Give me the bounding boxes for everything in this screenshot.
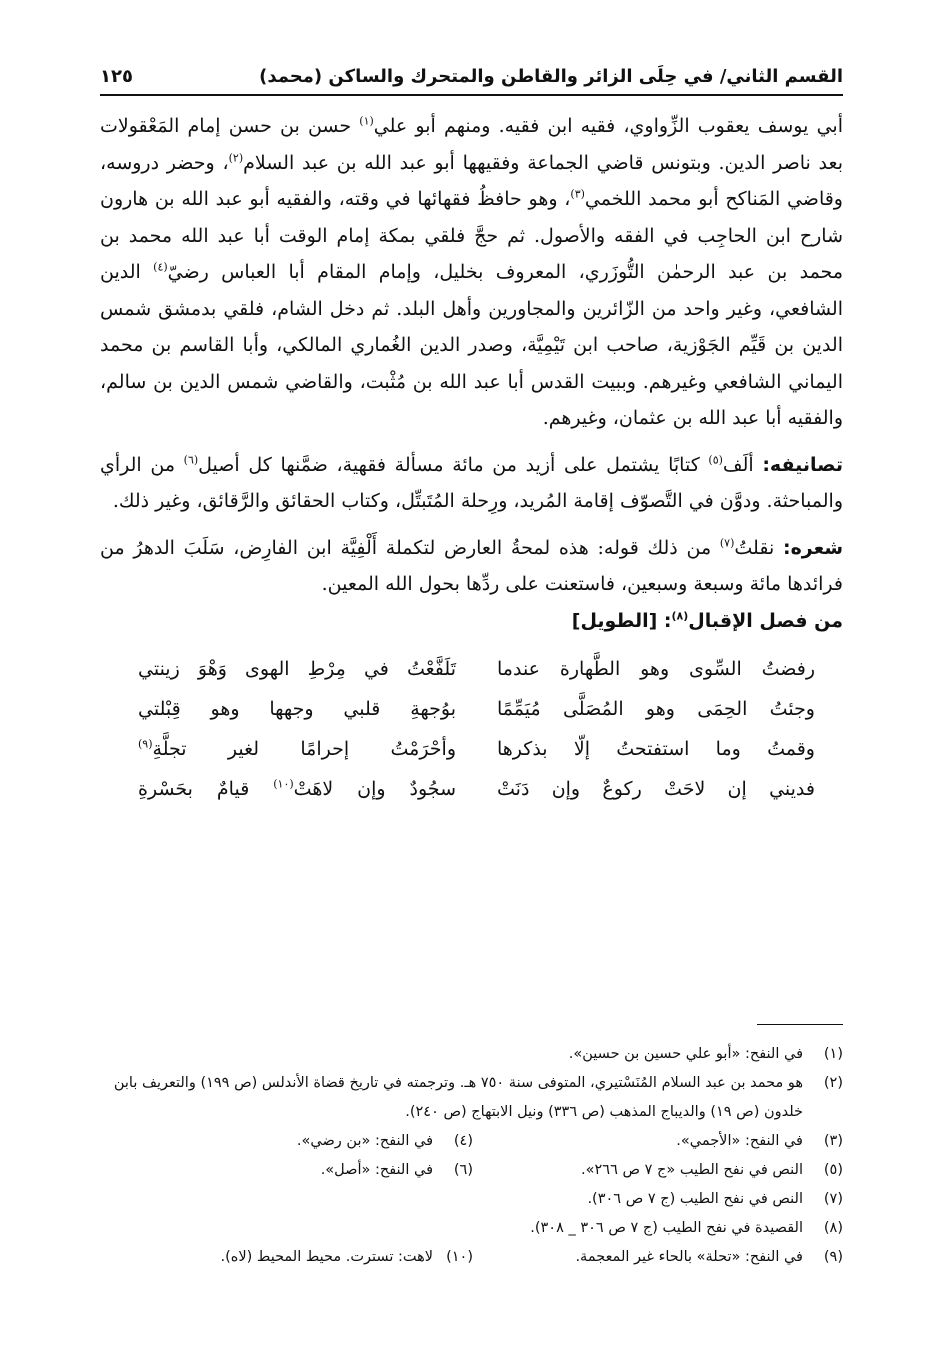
footnote-ref[interactable]: (٤)	[153, 260, 168, 274]
footnote-text: النص في نفح الطيب «ج ٧ ص ٢٦٦».	[581, 1162, 803, 1178]
paragraph-biography	[100, 108, 843, 437]
hemistich-second: بوُجهةِ قلبي وجهها وهو قِبْلتي	[138, 698, 456, 720]
text-run: نقلتُ	[734, 536, 783, 559]
footnote-text: في النفح: «الأجمي».	[676, 1133, 803, 1149]
text-run: ، وحضر دروسه، وقاضي المَناكح أبو محمد اللخمي	[100, 151, 843, 210]
footnote-text: لاهت: تسترت. محيط المحيط (لاه).	[220, 1249, 433, 1265]
header-title: القسم الثاني/ في حِلَى الزائر والقاطن والمتحرك والساكن (محمد)	[259, 65, 843, 87]
text-run: الدين الشافعي، وغير واحد من الزّائرين والمجاورين وأهل البلد. ثم دخل الشام، فلقي بدمشق شمس الدين بن قَيِّم الجَوْزية، صاحب ابن تَيْمِيَّة، وصدر الدين الغُماري المالكي، وأبا القاسم بن محمد اليماني الشافعي وغيرهم. وببيت القدس أبا عبد الله بن مُثْبت، والقاضي شمس الدين بن سالم، والفقيه أبا عبد الله بن عثمان، وغيرهم.	[100, 261, 843, 429]
text-run: من ذلك قوله: هذه لمحةُ العارض لتكملة أَلْفِيَّة ابن الفارِض، سَلَبَ الدهرُ من فرائدها مائة وسبعة وسبعين، فاستعنت على ردِّها بحول الله المعين.	[100, 536, 843, 595]
footnote-text: في النفح: «أصل».	[320, 1162, 433, 1178]
footnote-item	[100, 1214, 843, 1243]
footnote-text: القصيدة في نفح الطيب (ج ٧ ص ٣٠٦ _ ٣٠٨).	[530, 1220, 803, 1236]
paragraph-works	[100, 447, 843, 520]
footnote-item	[100, 1040, 843, 1069]
hemistich-second: تَلَفَّعْتُ في مِرْطِ الهوى وَهْوَ زينتي	[138, 658, 456, 680]
text-run: ألَف	[722, 453, 763, 476]
hemistich-first: وجئتُ الحِمَى وهو المُصَلَّى مُيَمِّمًا	[497, 698, 815, 720]
footnote-text: النص في نفح الطيب (ج ٧ ص ٣٠٦).	[587, 1191, 803, 1207]
poem-verse	[100, 649, 843, 689]
footnote-ref[interactable]: (٦)	[183, 453, 199, 467]
footnote-number: (٧)	[823, 1191, 843, 1207]
footnote-ref[interactable]: (٩)	[138, 737, 153, 751]
hemistich-first: فديني إن لاحَتْ ركوعٌ وإن دَنَتْ	[497, 778, 815, 800]
poem-verse	[100, 729, 843, 769]
text-run: قيامٌ بحَسْرةِ	[138, 778, 274, 800]
poem-verse	[100, 689, 843, 729]
footnote-number: (٣)	[823, 1133, 843, 1149]
verse-meter: : [الطويل]	[571, 609, 672, 632]
poem	[100, 649, 843, 809]
text-run: حسن بن حسن إمام المَعْقولات بعد ناصر الدين. وبتونس قاضي الجماعة وفقيهها أبو عبد الله بن عبد السلام	[100, 115, 843, 174]
footnote-number: (٦)	[453, 1162, 473, 1178]
footnote-item	[297, 1127, 473, 1156]
footnote-text: في النفح: «تحلة» بالحاء غير المعجمة.	[575, 1249, 803, 1265]
footnote-number: (٤)	[453, 1133, 473, 1149]
text-run: أبي يوسف يعقوب الزِّواوي، فقيه ابن فقيه. ومنهم أبو علي	[373, 115, 843, 137]
footnote-ref[interactable]: (١٠)	[273, 777, 294, 791]
text-run: سجُودٌ وإن لاهَتْ	[293, 778, 456, 800]
hemistich-first: رفضتُ السِّوى وهو الطَّهارة عندما	[497, 658, 815, 680]
footnote-item	[473, 1127, 843, 1156]
footnote-row	[100, 1156, 843, 1185]
text-run: من الرأي والمباحثة. ودوَّن في التَّصوّف إقامة المُريد، ورِحلة المُتَبتِّل، وكتاب الحقائق والرَّقائق، وغير ذلك.	[100, 453, 843, 512]
text-run: كتابًا يشتمل على أزيد من مائة مسألة فقهية، ضمَّنها كل أصيل	[198, 453, 709, 476]
footnote-ref[interactable]: (١)	[359, 114, 374, 128]
footnote-number: (٥)	[823, 1162, 843, 1178]
footnote-ref[interactable]: (٧)	[719, 536, 735, 550]
footnote-item	[100, 1069, 843, 1127]
page-number: ١٢٥	[100, 65, 133, 87]
footnotes	[100, 1040, 843, 1272]
footnote-divider	[757, 1024, 843, 1025]
footnote-number: (٩)	[823, 1249, 843, 1265]
footnote-item	[473, 1156, 843, 1185]
running-header	[100, 58, 843, 96]
footnote-item	[321, 1156, 473, 1185]
footnote-row	[100, 1127, 843, 1156]
section-lead-poetry: شعره:	[782, 536, 844, 559]
footnote-item	[221, 1243, 473, 1272]
footnote-number: (١٠)	[446, 1249, 473, 1265]
paragraph-poetry	[100, 530, 843, 603]
hemistich-second	[138, 769, 456, 809]
footnote-text: في النفح: «بن رضي».	[296, 1133, 433, 1149]
verse-heading	[100, 603, 843, 640]
footnote-ref[interactable]: (٣)	[570, 187, 585, 201]
footnote-text: في النفح: «أبو علي حسين بن حسين».	[568, 1046, 803, 1062]
poem-verse	[100, 769, 843, 809]
footnote-item	[100, 1185, 843, 1214]
section-lead-works: تصانيفه:	[762, 453, 844, 476]
hemistich-first: وقمتُ وما استفتحتُ إلّا بذكرها	[497, 738, 815, 760]
text-run: وأحْرَمْتُ إحرامًا لغير تجلَّةِ	[152, 738, 456, 760]
footnote-ref[interactable]: (٨)	[671, 609, 689, 623]
footnote-number: (٨)	[823, 1220, 843, 1236]
footnote-number: (١)	[823, 1046, 843, 1062]
footnote-number: (٢)	[823, 1075, 843, 1091]
text-run: ، وهو حافظُ فقهائها في وقته، والفقيه أبو عبد الله بن هارون شارح ابن الحاجِب في الفقه والأصول. ثم حجَّ فلقي بمكة إمام الوقت أبا عبد الله محمد بن محمد بن عبد الرحمٰن التُّوزَري، المعروف بخليل، وإمام المقام أبا العباس رضيّ	[100, 188, 843, 283]
main-text	[100, 108, 843, 809]
footnote-row	[100, 1243, 843, 1272]
footnote-text: هو محمد بن عبد السلام المُنَسْتيري، المتوفى سنة ٧٥٠ هـ. وترجمته في تاريخ قضاة الأندلس (ص ١٩٩) والتعريف بابن خلدون (ص ١٩) والديباج المذهب (ص ٣٣٦) ونيل الابتهاج (ص ٢٤٠).	[113, 1075, 803, 1120]
hemistich-second	[138, 729, 456, 769]
footnote-item	[473, 1243, 843, 1272]
footnote-ref[interactable]: (٢)	[228, 151, 244, 165]
verse-heading-text: من فصل الإقبال	[688, 609, 843, 632]
footnote-ref[interactable]: (٥)	[708, 453, 723, 467]
